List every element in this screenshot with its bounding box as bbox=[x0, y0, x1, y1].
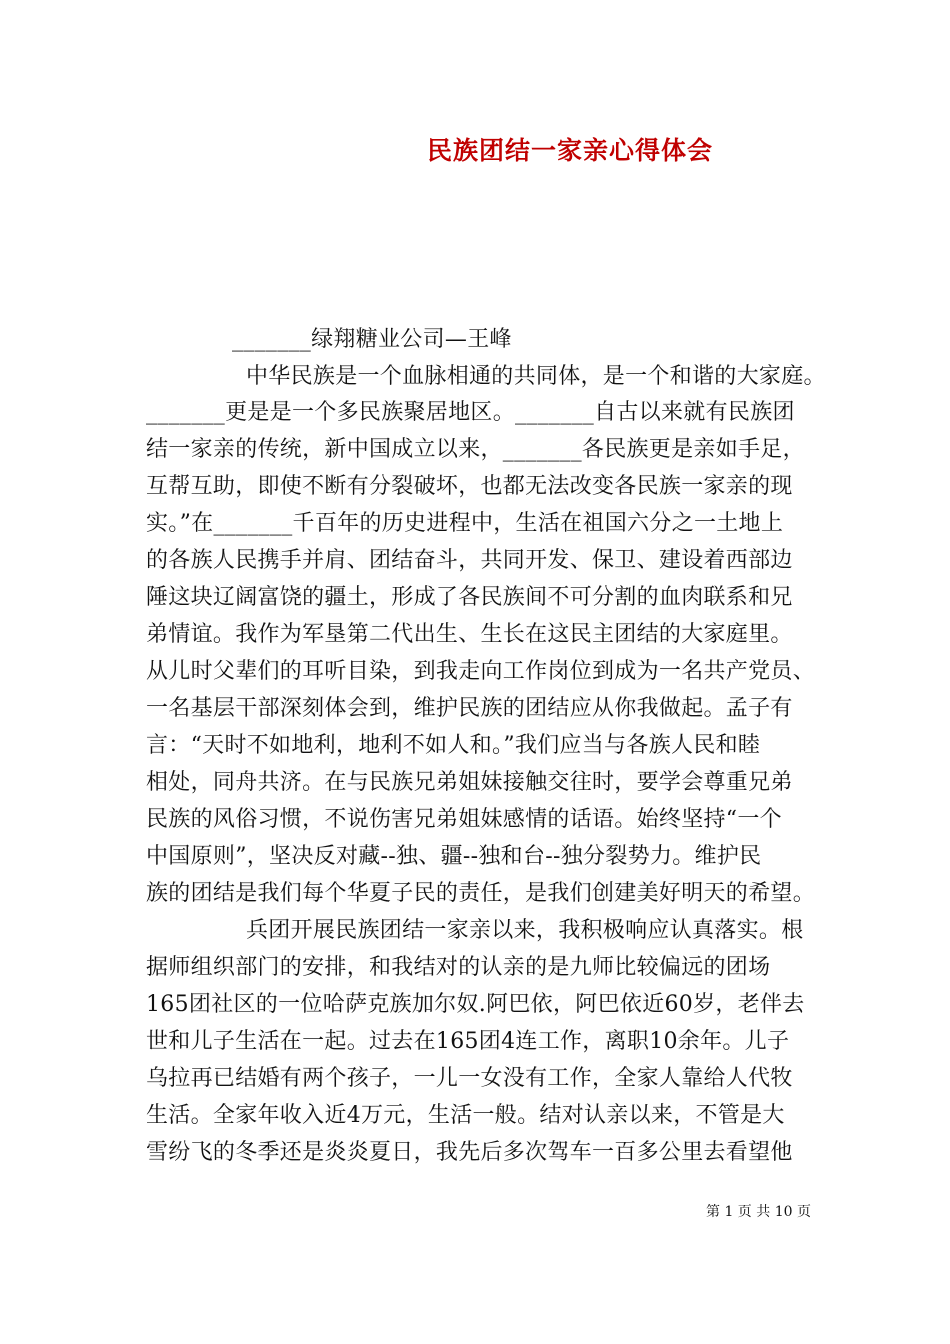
text-line: 的各族人民携手并肩、团结奋斗，共同开发、保卫、建设着西部边 bbox=[146, 548, 793, 573]
text-line: 据师组织部门的安排，和我结对的认亲的是九师比较偏远的团场 bbox=[146, 955, 771, 980]
text-line: 165团社区的一位哈萨克族加尔奴.阿巴依，阿巴依近60岁，老伴去 bbox=[146, 992, 805, 1017]
text-line: 生活。全家年收入近4万元，生活一般。结对认亲以来，不管是大 bbox=[146, 1103, 785, 1128]
text-line: 从儿时父辈们的耳听目染，到我走向工作岗位到成为一名共产党员、 bbox=[146, 659, 816, 684]
text-line: 陲这块辽阔富饶的疆土，形成了各民族间不可分割的血肉联系和兄 bbox=[146, 585, 793, 610]
text-line: 兵团开展民族团结一家亲以来，我积极响应认真落实。根 bbox=[246, 918, 804, 943]
text-line: 乌拉再已结婚有两个孩子，一儿一女没有工作，全家人靠给人代牧 bbox=[146, 1066, 793, 1091]
text-line: 言：“天时不如地利，地利不如人和。”我们应当与各族人民和睦 bbox=[146, 733, 761, 758]
text-line: 民族的风俗习惯，不说伤害兄弟姐妹感情的话语。始终坚持“一个 bbox=[146, 807, 782, 832]
text-line: 世和儿子生活在一起。过去在165团4连工作，离职10余年。儿子 bbox=[146, 1029, 790, 1054]
text-line: 中国原则”，坚决反对藏--独、疆--独和台--独分裂势力。维护民 bbox=[146, 844, 762, 869]
document-title: 民族团结一家亲心得体会 bbox=[426, 136, 713, 165]
text-line: 族的团结是我们每个华夏子民的责任，是我们创建美好明天的希望。 bbox=[146, 881, 816, 906]
text-line: _______更是是一个多民族聚居地区。_______自古以来就有民族团 bbox=[146, 400, 795, 425]
text-line: 相处，同舟共济。在与民族兄弟姐妹接触交往时，要学会尊重兄弟 bbox=[146, 770, 793, 795]
text-line: 互帮互助，即使不断有分裂破坏，也都无法改变各民族一家亲的现 bbox=[146, 474, 793, 499]
text-line: 一名基层干部深刻体会到，维护民族的团结应从你我做起。孟子有 bbox=[146, 696, 793, 721]
text-line: 弟情谊。我作为军垦第二代出生、生长在这民主团结的大家庭里。 bbox=[146, 622, 793, 647]
text-line: 雪纷飞的冬季还是炎炎夏日，我先后多次驾车一百多公里去看望他 bbox=[146, 1140, 793, 1165]
text-line: 结一家亲的传统，新中国成立以来，_______各民族更是亲如手足， bbox=[146, 437, 805, 462]
text-line: 中华民族是一个血脉相通的共同体，是一个和谐的大家庭。 bbox=[246, 364, 826, 389]
author-line: _______绿翔糖业公司—王峰 bbox=[232, 327, 512, 352]
page-number-footer: 第 1 页 共 10 页 bbox=[706, 1204, 811, 1220]
text-line: 实。”在_______千百年的历史进程中，生活在祖国六分之一土地上 bbox=[146, 511, 784, 536]
